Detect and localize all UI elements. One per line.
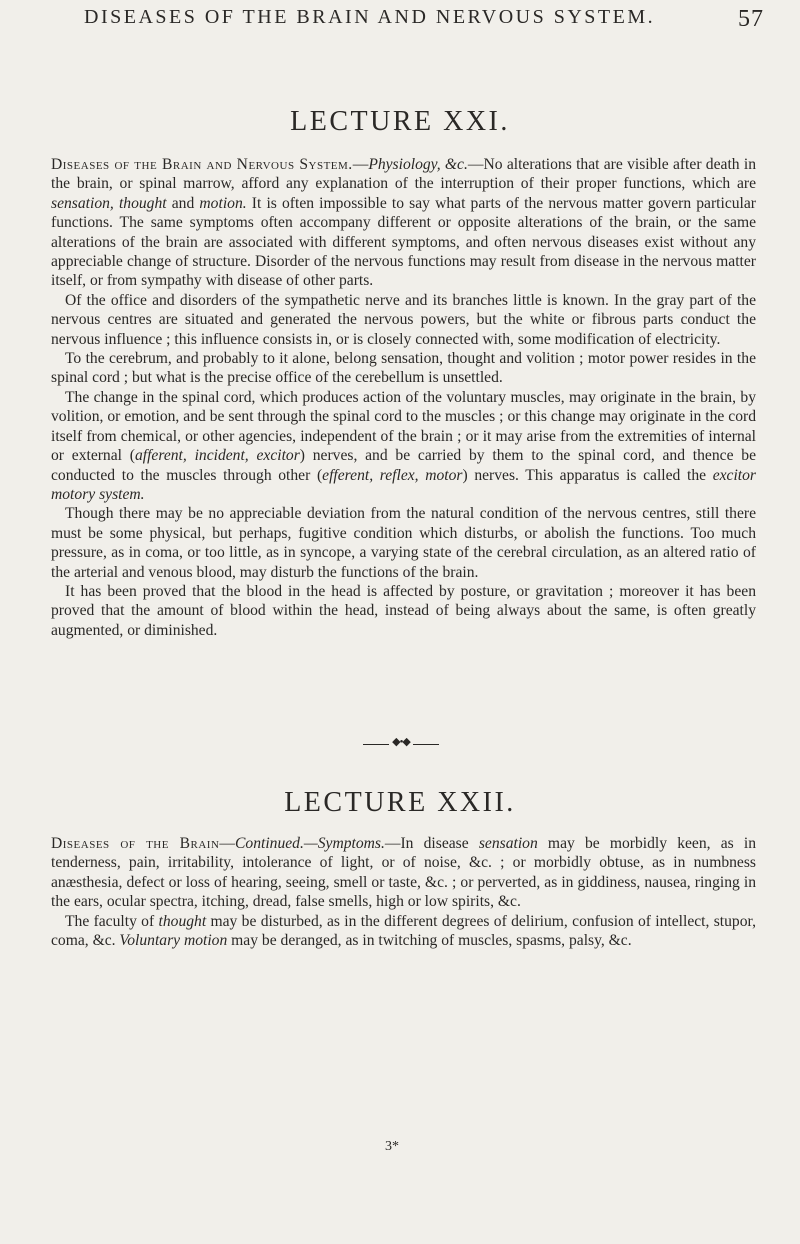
italic-term: motion. (199, 194, 247, 212)
page-number: 57 (738, 6, 764, 32)
lecture-21-body (51, 155, 756, 640)
running-head (0, 6, 800, 36)
lecture-22-paragraph-1 (51, 834, 756, 912)
section-divider (363, 736, 439, 750)
paragraph-text: and (166, 194, 200, 212)
paragraph-text: The change in the spinal cord, which produces action of the voluntary muscles, may originate in the brain, by volition, or emotion, and be sent through the spinal cord to the muscles ; or this change may originate in the cord itself from chemical, or other agencies, independent of the brain ; or it may arise from the extremities of internal or external ( (51, 388, 756, 465)
section-subject: Physiology, &c. (368, 156, 468, 173)
paragraph-text: ) nerves. This apparatus is called the (462, 466, 713, 484)
dash: — (352, 156, 369, 173)
section-heading: Diseases of the Brain (51, 835, 220, 852)
section-heading: Diseases of the Brain and Nervous System. (51, 156, 353, 173)
section-subject: Continued.—Symptoms. (235, 835, 385, 852)
paragraph-text: The faculty of (65, 912, 159, 930)
italic-term: thought (158, 912, 207, 930)
signature-mark: 3* (385, 1139, 399, 1154)
italic-term: afferent, incident, excitor (134, 447, 300, 465)
lecture-21-paragraph-5: Though there may be no appreciable deviation from the natural condition of the nervous centres, still there must be some physical, but perhaps, fugitive condition which disturbs, or abolish the functions. Too much pressure, as in coma, or too little, as in syncope, a varying state of the cerebral circulation, as an altered ratio of the arterial and venous blood, may disturb the functions of the brain. (51, 505, 756, 581)
paragraph-text: —No alterations that are visible after death in the brain, or spinal marrow, afford any explanation of the interruption of their proper functions, which are (51, 156, 756, 193)
lecture-21-title: LECTURE XXI. (290, 106, 510, 137)
italic-term: sensation, thought (51, 194, 167, 212)
paragraph-text: may be deranged, as in twitching of muscles, spasms, palsy, &c. (227, 932, 632, 950)
paragraph-text: —In disease (384, 835, 479, 852)
lecture-21-paragraph-3: To the cerebrum, and probably to it alone, belong sensation, thought and volition ; motor power resides in the spinal cord ; but what is the precise office of the cerebellum is unsettled. (51, 350, 756, 387)
italic-term: efferent, reflex, motor (322, 466, 463, 484)
paragraph-text: may be disturbed, as in the different degrees of delirium, confusion of intellect, stupor, coma, &c. (51, 912, 756, 950)
lecture-22-body (51, 834, 756, 950)
lecture-22-title: LECTURE XXII. (284, 787, 516, 818)
paragraph-text: It is often impossible to say what parts of the nervous matter govern particular functions. The same symptoms often accompany different or opposite alterations of the brain, or the same alterations of the brain are associated with different symptoms, and often nervous diseases exist without any appreciable change of structure. Disorder of the nervous functions may result from disease in the nervous matter itself, or from sympathy with disease of other parts. (51, 194, 757, 290)
lecture-21-paragraph-1 (51, 155, 756, 291)
lecture-21-paragraph-6: It has been proved that the blood in the head is affected by posture, or gravitation ; moreover it has been proved that the amount of blood within the head, instead of being always about the same, is often greatly augmented, or diminished. (51, 582, 756, 639)
running-head-title: DISEASES OF THE BRAIN AND NERVOUS SYSTEM. (84, 6, 656, 28)
paragraph-text: may be morbidly keen, as in tenderness, pain, irritability, intolerance of light, or of noise, &c. ; or morbidly obtuse, as in numbness anæsthesia, defect or loss of hearing, seeing, smell or taste, &c. ; or perverted, as in giddiness, nausea, ringing in the ears, ocular spectra, itching, dread, false smells, high or low spirits, &c. (51, 835, 756, 911)
dash: — (219, 835, 235, 852)
italic-term: sensation (478, 835, 538, 852)
paragraph-text: ) nerves, and be carried by them to the spinal cord, and thence be conducted to the muscles through other ( (51, 447, 756, 484)
lecture-21-paragraph-2: Of the office and disorders of the sympathetic nerve and its branches little is known. In the gray part of the nervous centres are situated and generated the nervous powers, but the white or fibrous parts conduct the nervous influence ; this influence consists in, or is closely connected with, some modification of electricity. (51, 291, 756, 348)
italic-term: Voluntary motion (119, 932, 228, 950)
lecture-21-paragraph-4 (51, 388, 756, 504)
italic-term: excitor motory system. (51, 466, 756, 503)
divider-ornament: ◆•◆ (389, 734, 413, 750)
lecture-22-paragraph-2 (51, 912, 756, 951)
